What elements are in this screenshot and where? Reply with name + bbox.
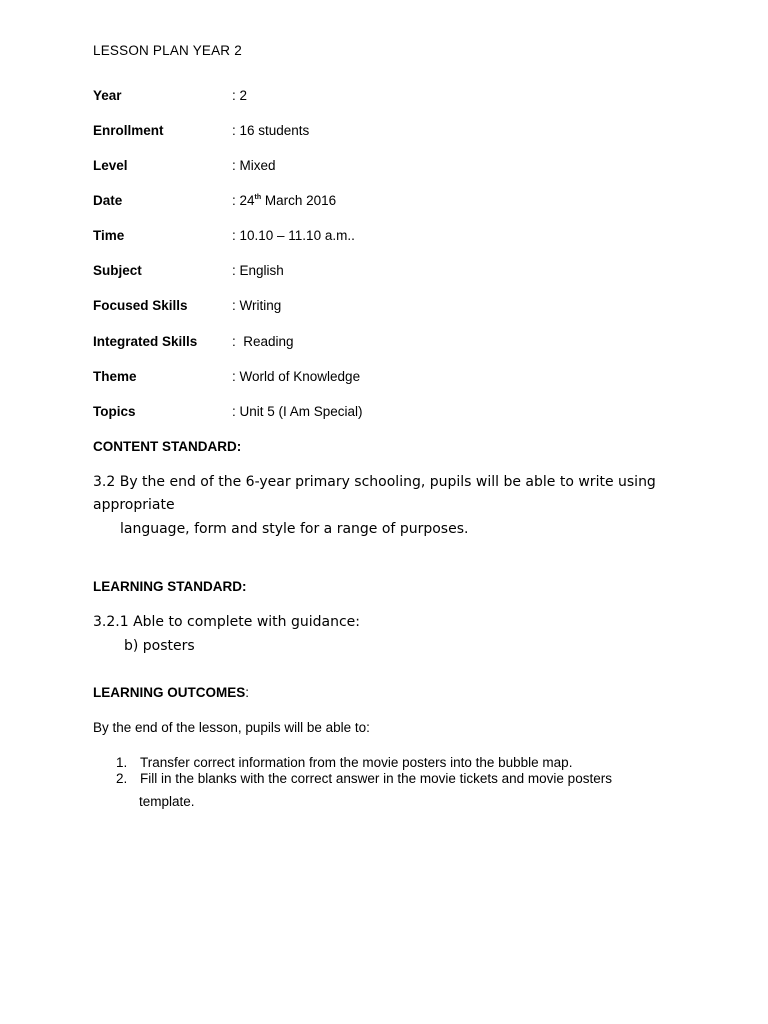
- info-label: Theme: [93, 369, 137, 384]
- learning-standard-heading: LEARNING STANDARD:: [93, 579, 247, 594]
- learning-outcomes-heading: [93, 685, 249, 700]
- info-value: [232, 193, 336, 208]
- info-label: Year: [93, 88, 122, 103]
- info-label: Focused Skills: [93, 298, 188, 313]
- info-value: : Writing: [232, 298, 282, 313]
- list-item-text: Transfer correct information from the movie posters into the bubble map.: [140, 755, 573, 770]
- info-value: : 16 students: [232, 123, 310, 138]
- info-row-year: [93, 88, 693, 108]
- date-day: : 24: [232, 193, 255, 208]
- list-item-continuation: template.: [139, 794, 195, 809]
- list-item-number: 1.: [116, 755, 128, 770]
- info-row-subject: [93, 263, 693, 283]
- info-row-theme: [93, 369, 693, 389]
- info-row-date: [93, 193, 693, 213]
- info-row-time: [93, 228, 693, 248]
- content-standard-line3: language, form and style for a range of purposes.: [120, 521, 469, 537]
- info-value: : English: [232, 263, 284, 278]
- info-value: : 2: [232, 88, 248, 103]
- info-row-topics: [93, 404, 693, 424]
- info-label: Level: [93, 158, 128, 173]
- content-standard-line2: appropriate: [93, 497, 175, 513]
- info-label: Time: [93, 228, 125, 243]
- info-label: Date: [93, 193, 123, 208]
- date-ordinal: th: [254, 194, 262, 201]
- learning-outcomes-heading-text: LEARNING OUTCOMES: [93, 685, 246, 700]
- content-standard-heading: CONTENT STANDARD:: [93, 439, 242, 454]
- info-value: : World of Knowledge: [232, 369, 361, 384]
- info-label: Enrollment: [93, 123, 164, 138]
- info-row-integrated-skills: [93, 334, 693, 354]
- info-value: : Unit 5 (I Am Special): [232, 404, 363, 419]
- learning-standard-line2: b) posters: [124, 638, 195, 654]
- info-value: : 10.10 – 11.10 a.m..: [232, 228, 355, 243]
- list-item-text: Fill in the blanks with the correct answer in the movie tickets and movie posters: [140, 771, 612, 786]
- info-label: Topics: [93, 404, 136, 419]
- info-value: : Mixed: [232, 158, 276, 173]
- content-standard-line1: 3.2 By the end of the 6-year primary schooling, pupils will be able to write using: [93, 474, 656, 490]
- info-row-level: [93, 158, 693, 178]
- info-row-enrollment: [93, 123, 693, 143]
- learning-outcomes-heading-colon: :: [245, 685, 250, 700]
- date-month-year: March 2016: [261, 193, 337, 208]
- learning-outcomes-intro: By the end of the lesson, pupils will be able to:: [93, 720, 370, 735]
- document-title: LESSON PLAN YEAR 2: [93, 43, 242, 58]
- info-row-focused-skills: [93, 298, 693, 318]
- list-item-number: 2.: [116, 771, 128, 786]
- info-label: Subject: [93, 263, 142, 278]
- info-value: : Reading: [232, 334, 294, 349]
- learning-standard-line1: 3.2.1 Able to complete with guidance:: [93, 614, 361, 630]
- info-label: Integrated Skills: [93, 334, 198, 349]
